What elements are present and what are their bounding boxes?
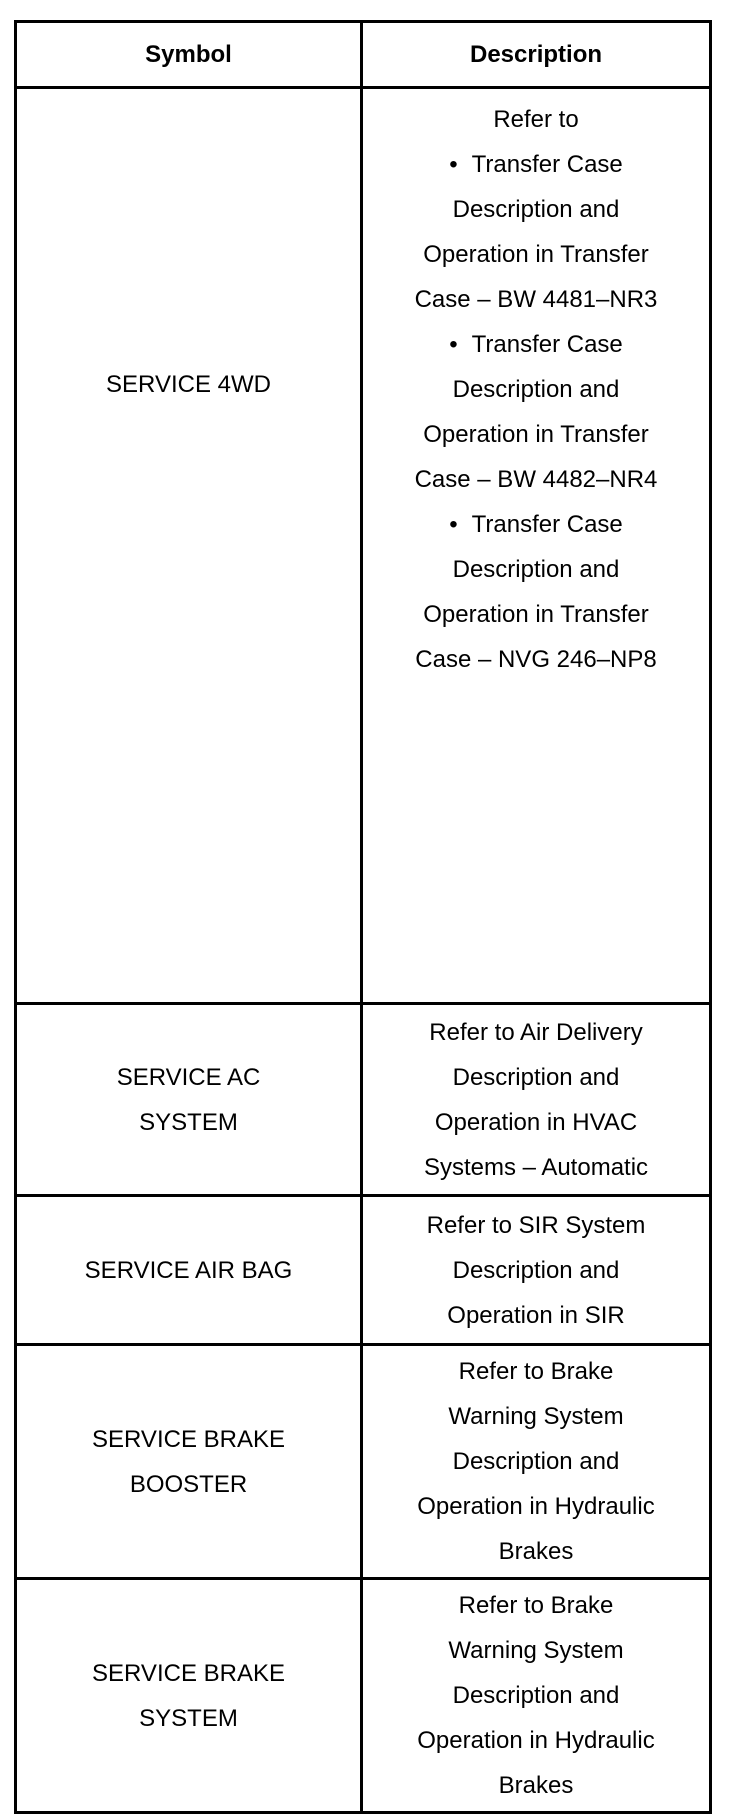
- description-intro: Refer to: [493, 106, 579, 133]
- description-text: Operation in Hydraulic: [417, 1493, 655, 1520]
- description-text: Warning System: [448, 1403, 624, 1430]
- description-text: Case – BW 4482–NR4: [414, 466, 658, 493]
- description-text: Refer to SIR System: [426, 1211, 646, 1239]
- description-text: Warning System: [448, 1637, 624, 1664]
- symbol-cell: [16, 1196, 362, 1345]
- table-row: [16, 1579, 711, 1813]
- description-text: Refer to Brake: [458, 1358, 614, 1385]
- symbol-cell: [16, 1004, 362, 1196]
- bullet-icon: •: [449, 331, 458, 358]
- description-text: Operation in Hydraulic: [417, 1727, 655, 1754]
- header-description: Description: [362, 22, 711, 88]
- symbol-text: SERVICE AIR BAG: [84, 1256, 293, 1284]
- symbol-text: SERVICE BRAKE: [92, 1659, 285, 1687]
- table-row: [16, 1004, 711, 1196]
- bullet-icon: •: [449, 151, 458, 178]
- table-row: [16, 1345, 711, 1579]
- symbol-text: SERVICE BRAKE: [92, 1425, 285, 1453]
- description-text: Operation in Transfer: [423, 241, 649, 268]
- description-text: Transfer Case: [471, 511, 623, 538]
- description-text: Operation in Transfer: [423, 601, 649, 628]
- symbol-cell: [16, 88, 362, 1004]
- symbol-description-table: [14, 20, 712, 1814]
- table-row: [16, 88, 711, 1004]
- list-item: [375, 502, 697, 547]
- symbol-cell: [16, 1345, 362, 1579]
- description-text: Systems – Automatic: [423, 1153, 649, 1181]
- description-text: Description and: [452, 196, 620, 223]
- symbol-text: SYSTEM: [139, 1704, 238, 1732]
- header-symbol: Symbol: [16, 22, 362, 88]
- symbol-cell: [16, 1579, 362, 1813]
- description-cell: [362, 1196, 711, 1345]
- description-cell: [362, 1004, 711, 1196]
- description-text: Refer to Brake: [458, 1592, 614, 1619]
- description-cell: [362, 1345, 711, 1579]
- description-text: Operation in SIR: [447, 1301, 625, 1329]
- list-item: [375, 322, 697, 367]
- description-text: Description and: [452, 1063, 620, 1091]
- symbol-text: SERVICE AC: [116, 1063, 261, 1091]
- description-text: Operation in Transfer: [423, 421, 649, 448]
- description-cell: [362, 88, 711, 1004]
- description-text: Operation in HVAC: [434, 1108, 638, 1136]
- description-text: Description and: [452, 1256, 620, 1284]
- description-text: Brakes: [498, 1538, 574, 1565]
- description-text: Case – BW 4481–NR3: [414, 286, 658, 313]
- description-text: Refer to Air Delivery: [429, 1018, 643, 1046]
- description-text: Description and: [452, 1682, 620, 1709]
- description-text: Case – NVG 246–NP8: [415, 646, 657, 673]
- description-text: Description and: [452, 1448, 620, 1475]
- symbol-text: SYSTEM: [139, 1108, 238, 1136]
- symbol-text: SERVICE 4WD: [106, 371, 271, 398]
- symbol-text: BOOSTER: [129, 1470, 248, 1498]
- description-text: Description and: [452, 556, 620, 583]
- description-cell: [362, 1579, 711, 1813]
- bullet-icon: •: [449, 511, 458, 538]
- description-text: Transfer Case: [471, 151, 623, 178]
- list-item: [375, 142, 697, 187]
- table-row: [16, 1196, 711, 1345]
- description-text: Description and: [452, 376, 620, 403]
- description-text: Transfer Case: [471, 331, 623, 358]
- table-header-row: [16, 22, 711, 88]
- description-text: Brakes: [498, 1772, 574, 1799]
